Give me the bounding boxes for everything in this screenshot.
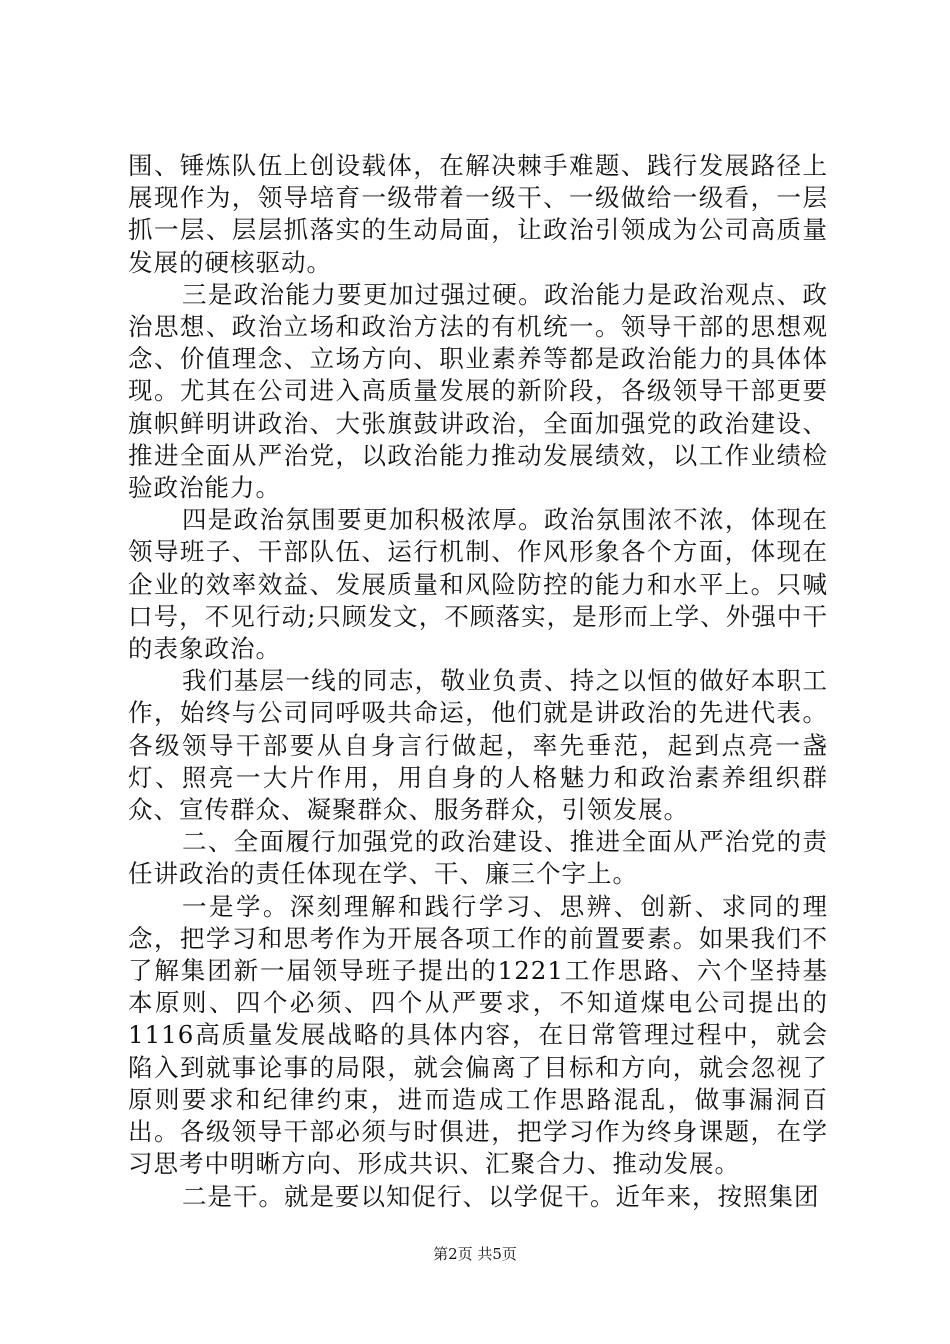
- paragraph-6: 一是学。深刻理解和践行学习、思辨、创新、求同的理念，把学习和思考作为开展各项工作的前置要素。如果我们不了解集团新一届领导班子提出的1221工作思路、六个坚持基本原则、四个必须、四个从严要求，不知道煤电公司提出的1116高质量发展战略的具体内容，在日常管理过程中，就会陷入到就事论事的局限，就会偏离了目标和方向，就会忽视了原则要求和纪律约束，进而造成工作思路混乱，做事漏洞百出。各级领导干部必须与时俱进，把学习作为终身课题，在学习思考中明晰方向、形成共识、汇聚合力、推动发展。: [128, 891, 828, 1179]
- document-body: [128, 150, 828, 1213]
- paragraph-7: 二是干。就是要以知促行、以学促干。近年来，按照集团: [182, 1181, 820, 1211]
- paragraph-1: 围、锤炼队伍上创设载体，在解决棘手难题、践行发展路径上展现作为，领导培育一级带着一级干、一级做给一级看，一层抓一层、层层抓落实的生动局面，让政治引领成为公司高质量发展的硬核驱动。: [128, 151, 828, 277]
- paragraph-3: 四是政治氛围要更加积极浓厚。政治氛围浓不浓，体现在领导班子、干部队伍、运行机制、作风形象各个方面，体现在企业的效率效益、发展质量和风险防控的能力和水平上。只喊口号，不见行动;只顾发文，不顾落实，是形而上学、外强中干的表象政治。: [128, 505, 828, 664]
- paragraph-2: 三是政治能力要更加过强过硬。政治能力是政治观点、政治思想、政治立场和政治方法的有机统一。领导干部的思想观念、价值理念、立场方向、职业素养等都是政治能力的具体体现。尤其在公司进入高质量发展的新阶段，各级领导干部更要旗帜鲜明讲政治、大张旗鼓讲政治，全面加强党的政治建设、推进全面从严治党，以政治能力推动发展绩效，以工作业绩检验政治能力。: [128, 279, 828, 503]
- page-number-footer: 第2页 共5页: [433, 1245, 517, 1263]
- paragraph-4: 我们基层一线的同志，敬业负责、持之以恒的做好本职工作，始终与公司同呼吸共命运，他们就是讲政治的先进代表。各级领导干部要从自身言行做起，率先垂范，起到点亮一盏灯、照亮一大片作用，用自身的人格魅力和政治素养组织群众、宣传群众、凝聚群众、服务群众，引领发展。: [128, 666, 828, 825]
- paragraph-5: 二、全面履行加强党的政治建设、推进全面从严治党的责任讲政治的责任体现在学、干、廉三个字上。: [128, 827, 828, 889]
